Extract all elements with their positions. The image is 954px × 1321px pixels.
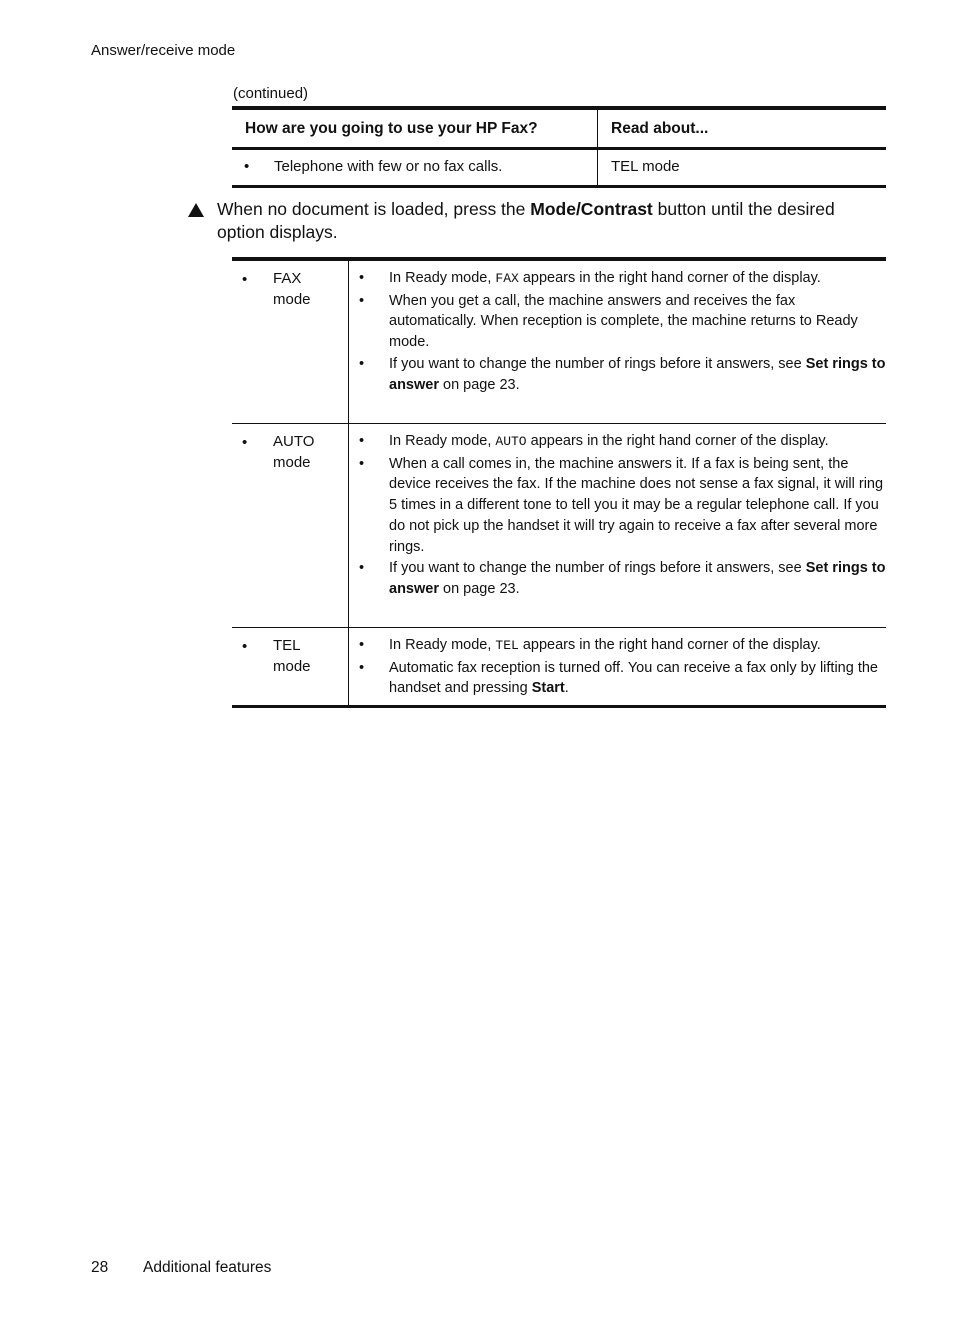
table-header-row: [232, 110, 886, 147]
column-header-read-about: Read about...: [611, 120, 709, 137]
bullet-icon: •: [359, 637, 365, 653]
table-row: [232, 150, 886, 185]
mode-name: TEL mode: [273, 637, 311, 675]
continued-label: (continued): [233, 85, 309, 102]
bullet-icon: •: [242, 434, 248, 451]
mode-contrast-button-name: Mode/Contrast: [530, 199, 653, 219]
bullet-icon: •: [359, 292, 365, 309]
cross-reference-link[interactable]: Set rings to answer: [389, 560, 886, 597]
page-number: 28: [91, 1259, 109, 1276]
column-header-usage: How are you going to use your HP Fax?: [232, 110, 598, 147]
table-cell-usage: [232, 150, 598, 185]
list-item: • When a call comes in, the machine answers it. If a fax is being sent, the device receives the fax. If the machine does not sense a fax signal, it will ring 5 times in a different tone to tell you it may be a regular telephone call. If you do not pick up the handset it will try again to receive a fax after several more rings.: [359, 455, 884, 555]
bullet-icon: •: [359, 433, 365, 449]
display-code: TEL: [495, 638, 519, 653]
bullet-icon: •: [242, 271, 248, 288]
list-item: • In Ready mode, FAX appears in the right hand corner of the display.: [349, 268, 886, 290]
list-item: • Automatic fax reception is turned off. You can receive a fax only by lifting the handset and pressing Start.: [359, 659, 878, 697]
bullet-icon: •: [244, 158, 250, 175]
triangle-bullet-icon: [188, 203, 204, 217]
mode-name-cell: [232, 424, 349, 627]
bullet-icon: •: [359, 659, 365, 676]
footer-section-title: Additional features: [143, 1259, 272, 1276]
mode-row-fax: [232, 261, 886, 423]
step-text: When no document is loaded, press the Mode/Contrast button until the desired option displays.: [217, 199, 835, 242]
list-item: • In Ready mode, TEL appears in the right hand corner of the display.: [349, 635, 886, 657]
usage-text: Telephone with few or no fax calls.: [274, 158, 503, 175]
table-cell-read-about: TEL mode: [611, 158, 680, 175]
list-item: • If you want to change the number of rings before it answers, see Set rings to answer on page 23.: [359, 355, 886, 393]
mode-name: FAX mode: [273, 270, 311, 308]
mode-row-auto: [232, 424, 886, 627]
mode-name-cell: [232, 261, 349, 423]
mode-row-tel: [232, 628, 886, 705]
mode-description-cell: [349, 261, 886, 423]
bullet-icon: •: [359, 455, 365, 472]
bullet-icon: •: [359, 270, 365, 286]
usage-table: [232, 106, 886, 188]
bullet-icon: •: [359, 355, 365, 372]
mode-table-bottom-rule: [232, 705, 886, 708]
bullet-icon: •: [242, 638, 248, 655]
bullet-icon: •: [359, 560, 365, 577]
mode-description-cell: [349, 424, 886, 627]
page-header-title: Answer/receive mode: [91, 42, 236, 59]
list-item: • If you want to change the number of rings before it answers, see Set rings to answer on page 23.: [359, 560, 886, 597]
display-code: AUTO: [495, 434, 527, 449]
display-code: FAX: [495, 271, 519, 286]
list-item: • When you get a call, the machine answers and receives the fax automatically. When reception is complete, the machine returns to Ready mode.: [359, 292, 858, 351]
mode-name: AUTO mode: [273, 433, 315, 471]
start-button-name: Start: [531, 680, 565, 697]
list-item: • In Ready mode, AUTO appears in the right hand corner of the display.: [349, 431, 886, 453]
mode-name-cell: [232, 628, 349, 705]
cross-reference-link[interactable]: Set rings to answer: [389, 355, 886, 393]
mode-description-cell: [349, 628, 886, 705]
mode-table: [232, 257, 886, 708]
table-bottom-rule: [232, 185, 886, 188]
